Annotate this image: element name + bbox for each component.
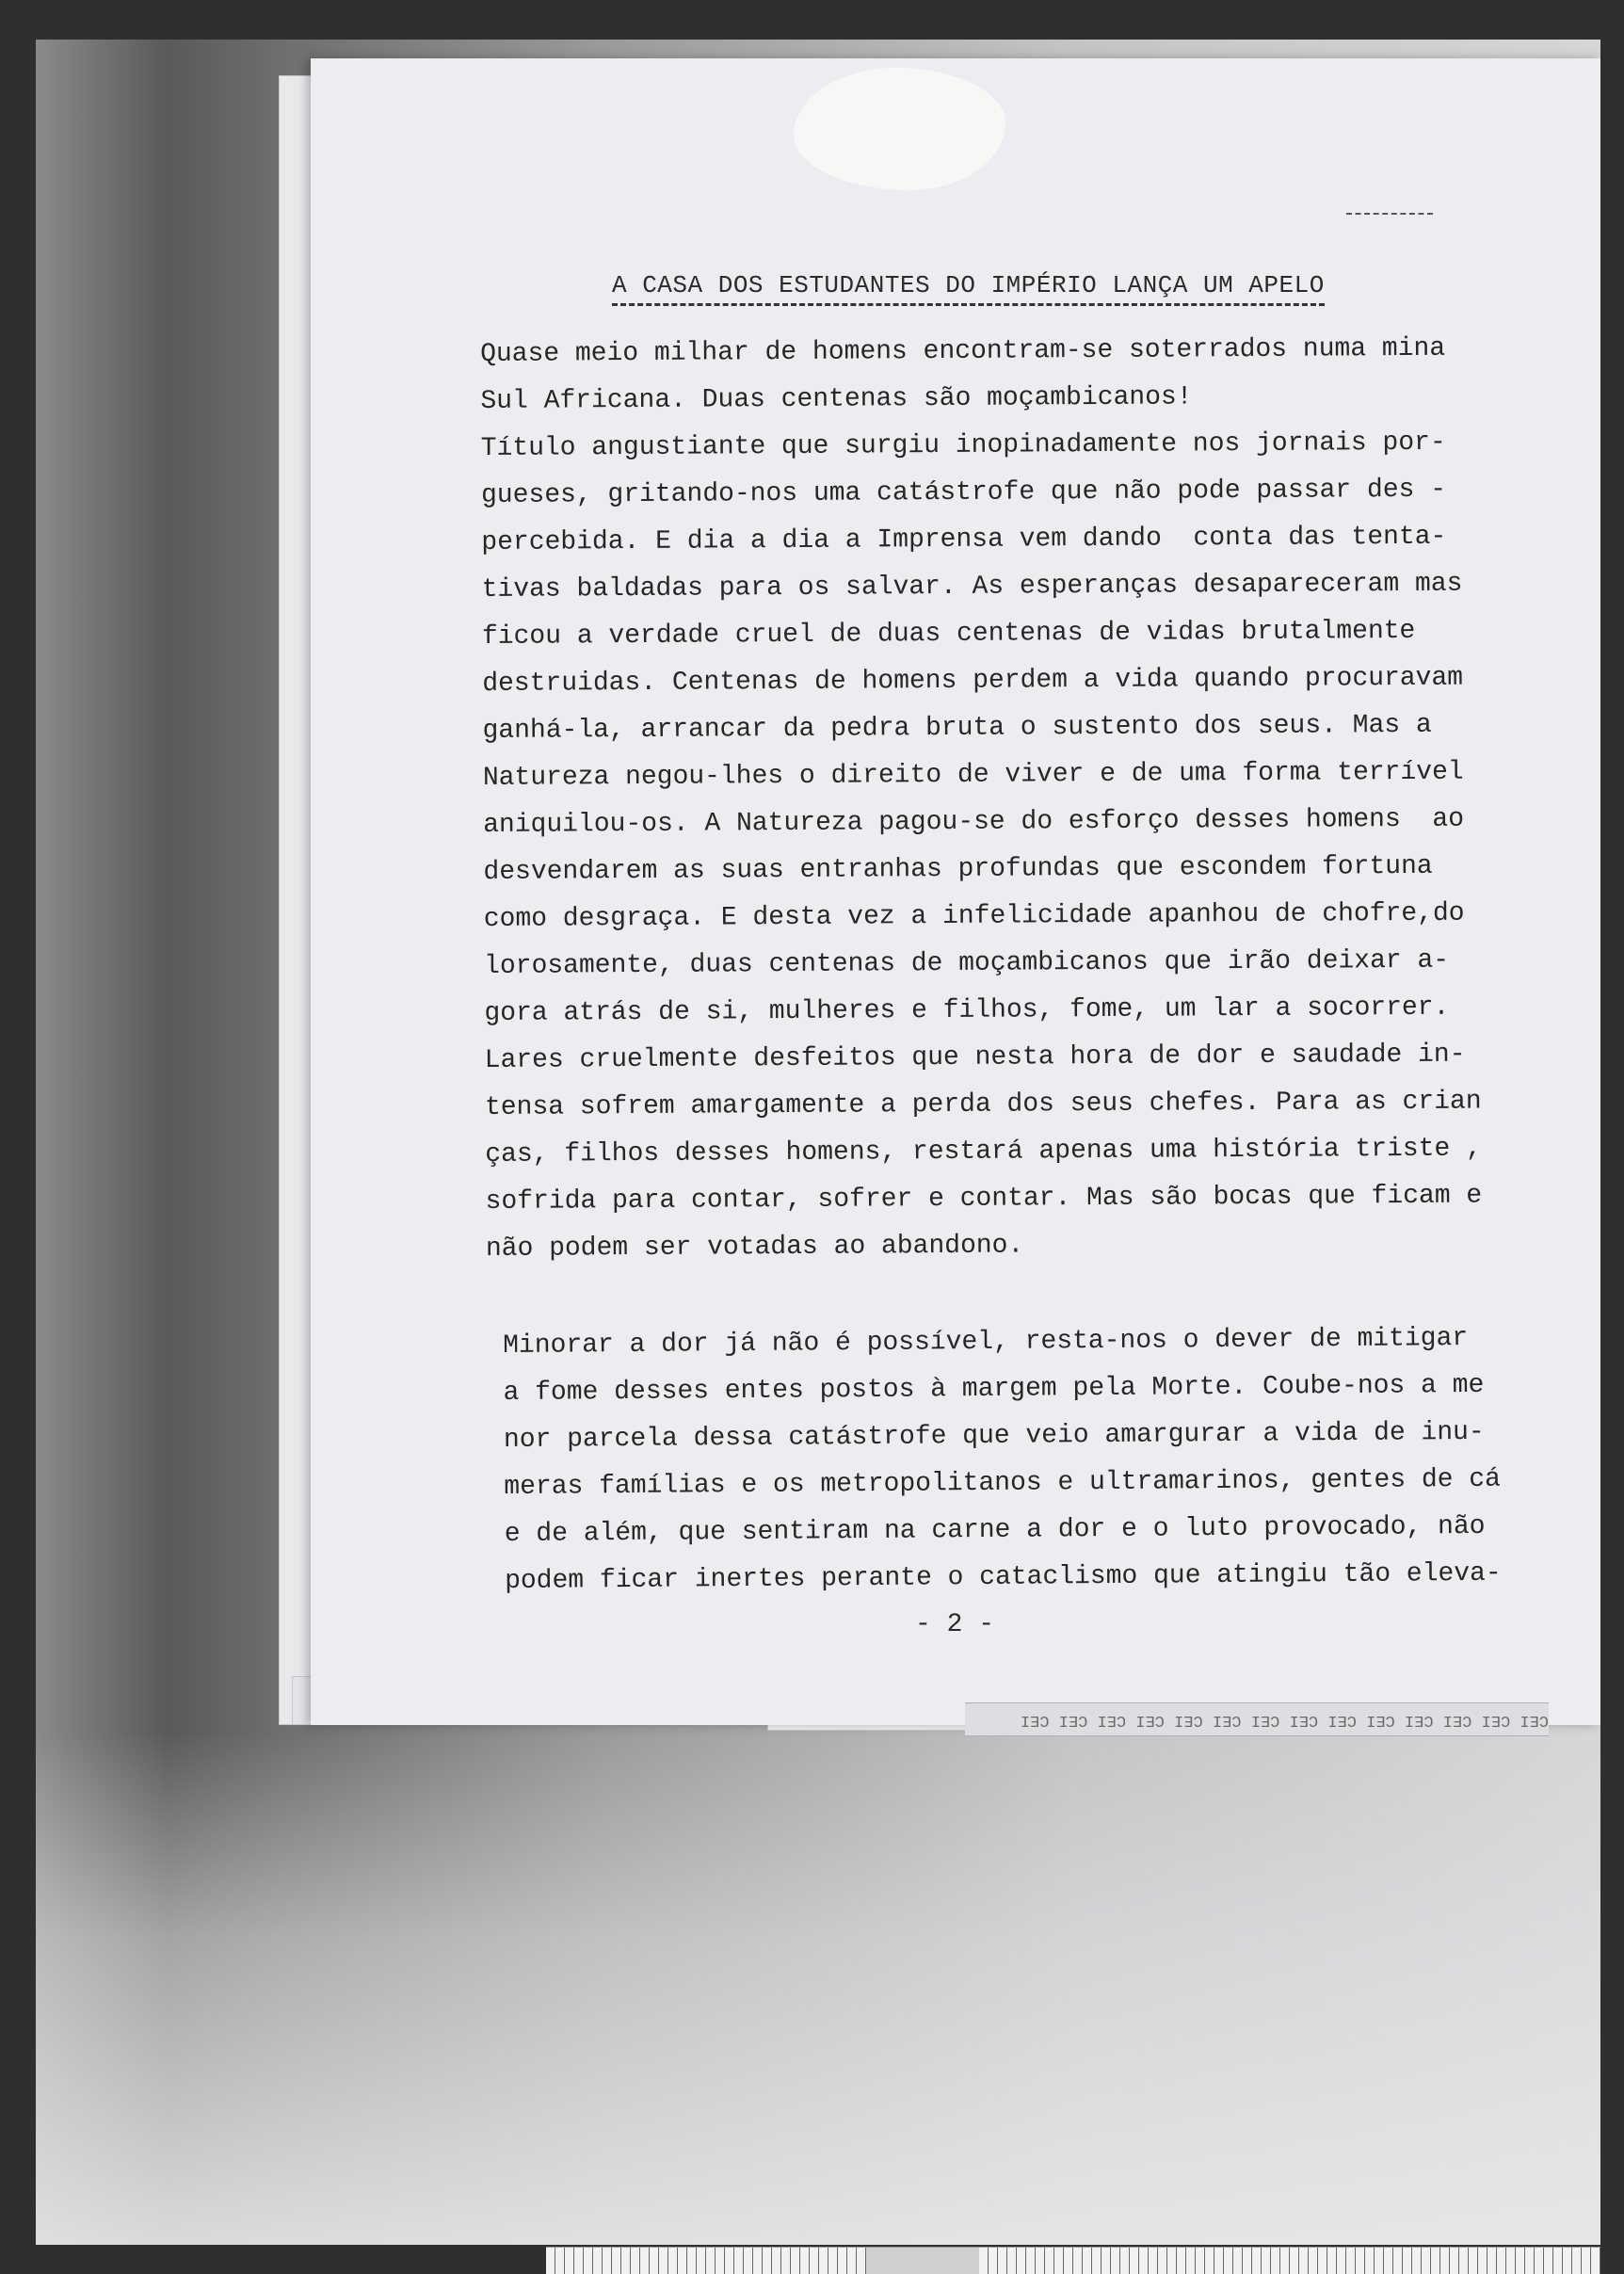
corner-mark: [1346, 213, 1433, 215]
scale-ruler: [546, 2247, 1600, 2274]
scan-bottom-shade: [36, 1733, 1600, 2245]
stamp-strip: CEI CEI CEI CEI CEI CEI CEI CEI CEI CEI CEI CEI CEI CEI: [965, 1702, 1549, 1736]
tape-remnant: [794, 68, 1005, 190]
page-number: - 2 -: [915, 1610, 995, 1639]
document-title: A CASA DOS ESTUDANTES DO IMPÉRIO LANÇA UM APELO: [612, 271, 1325, 306]
paragraph-2: Minorar a dor já não é possível, resta-nos o dever de mitigar a fome desses entes postos à margem pela Morte. Coube-nos a me nor parcela dessa catástrofe que veio amargurar a vida de inu- meras famílias e os metropolitanos e ultramarinos, gentes de cá e de além, que sentiram na carne a dor e o luto provocado, não podem ficar inertes perante o cataclismo que atingiu tão eleva-: [503, 1323, 1502, 1596]
paragraph-1: Quase meio milhar de homens encontram-se soterrados numa mina Sul Africana. Duas centenas são moçambicanos! Título angustiante que surgiu inopinadamente nos jornais por- gueses, gritando-nos uma catástrofe que não pode passar des - percebida. E dia a dia a Imprensa vem dando conta das tenta- tivas baldadas para os salvar. As esperanças desapareceram mas ficou a verdade cruel de duas centenas de vidas brutalmente destruidas. Centenas de homens perdem a vida quando procuravam ganhá-la, arrancar da pedra bruta o sustento dos seus. Mas a Natureza negou-lhes o direito de viver e de uma forma terrível aniquilou-os. A Natureza pagou-se do esforço desses homens ao desvendarem as suas entranhas profundas que escondem fortuna como desgraça. E desta vez a infelicidade apanhou de chofre,do lorosamente, duas centenas de moçambicanos que irão deixar a- gora atrás de si, mulheres e filhos, fome, um lar a socorrer. Lares cruelmente desfeitos que nesta hora de dor e saudade in- tensa sofrem amargamente a perda dos seus chefes. Para as crian ças, filhos desses homens, restará apenas uma história triste , sofrida para contar, sofrer e contar. Mas são bocas que ficam e não podem ser votadas ao abandono.: [480, 333, 1483, 1264]
